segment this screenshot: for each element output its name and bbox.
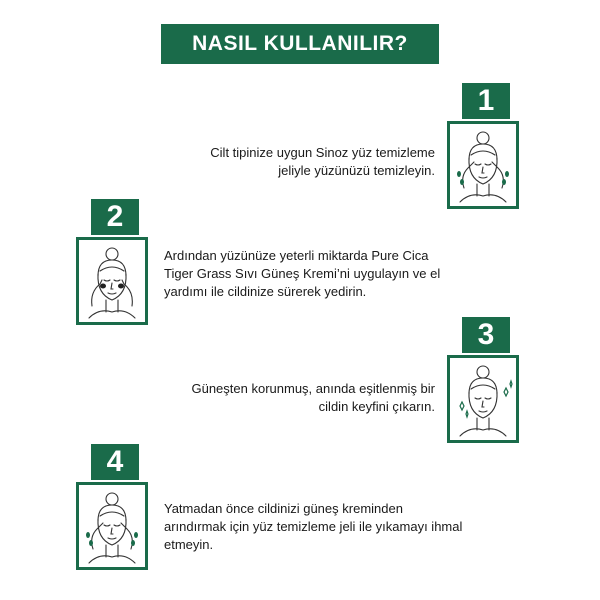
step-illustration-frame xyxy=(447,121,519,209)
step-text: Yatmadan önce cildinizi güneş kreminden arındırmak için yüz temizleme jeli ile yıkamayı ihmal etmeyin. xyxy=(164,501,463,552)
step-illustration-frame xyxy=(76,482,148,570)
step-number-badge: 2 xyxy=(91,199,139,235)
step-illustration-frame xyxy=(76,237,148,325)
step-text: Ardından yüzünüze yeterli miktarda Pure Cica Tiger Grass Sıvı Güneş Kremi’ni uygulayın ve el yardımı ile cildinize sürerek yedirin. xyxy=(164,248,441,299)
step-number-badge: 4 xyxy=(91,444,139,480)
step-text: Güneşten korunmuş, anında eşitlenmiş bir cildin keyfini çıkarın. xyxy=(191,381,435,414)
step-text: Cilt tipinize uygun Sinoz yüz temizleme jeliyle yüzünüzü temizleyin. xyxy=(210,145,435,178)
step-number-badge: 3 xyxy=(462,317,510,353)
face-applying-cream-icon xyxy=(79,240,145,322)
step-illustration-frame xyxy=(447,355,519,443)
step-number-badge: 1 xyxy=(462,83,510,119)
face-washing-icon xyxy=(79,485,145,567)
face-washing-icon xyxy=(450,124,516,206)
face-glowing-icon xyxy=(450,358,516,440)
page-title: NASIL KULLANILIR? xyxy=(161,24,439,64)
